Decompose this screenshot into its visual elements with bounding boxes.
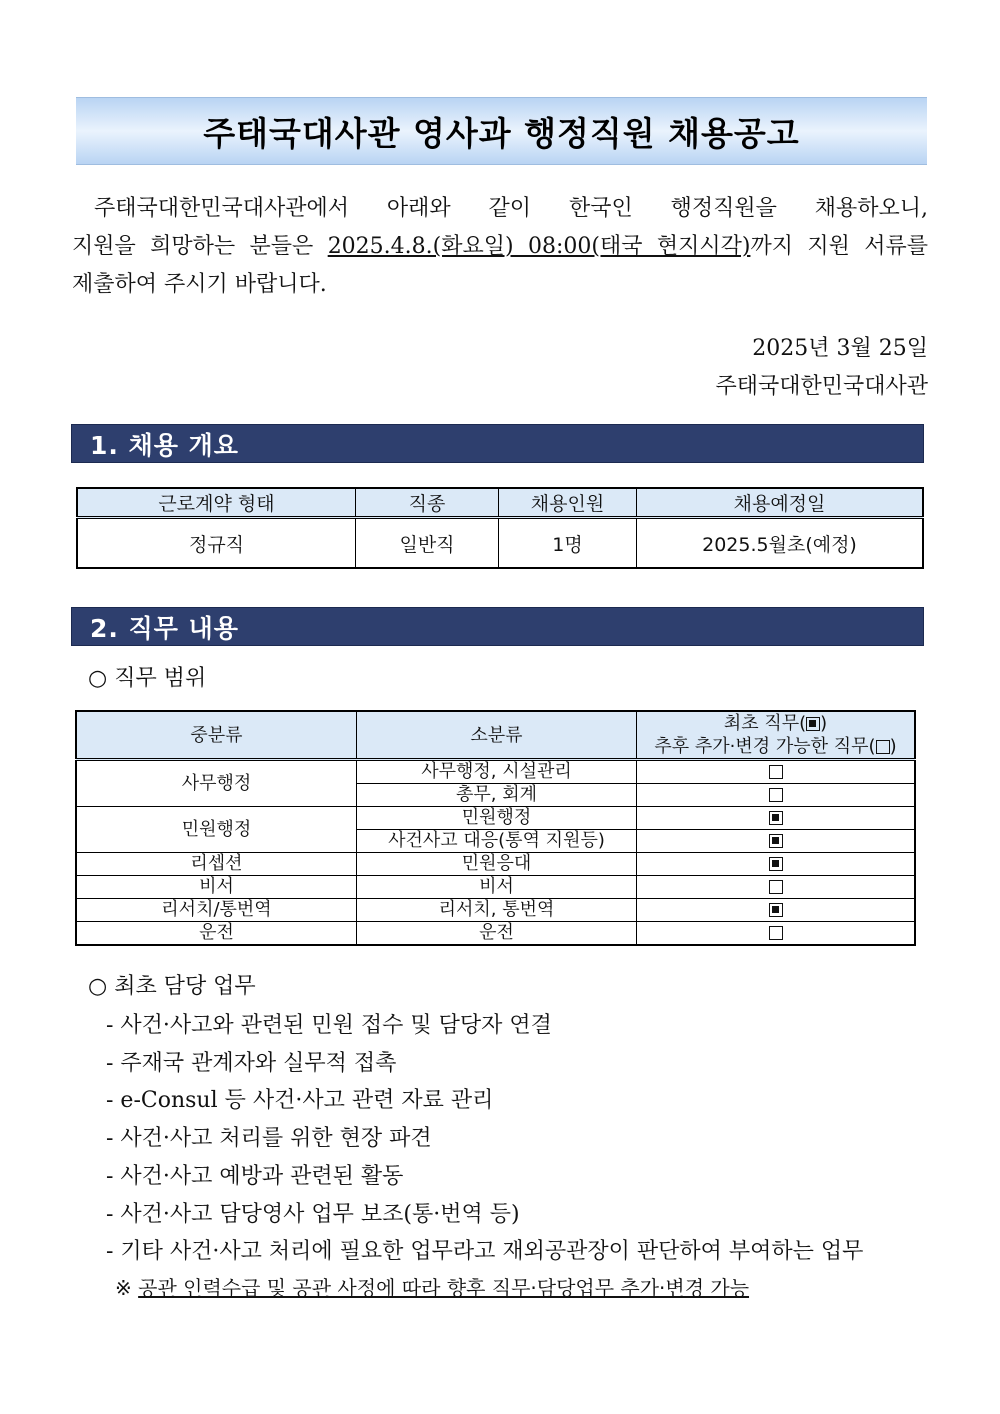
list-item: - 기타 사건·사고 처리에 필요한 업무라고 재외공관장이 판단하여 부여하는 업무: [106, 1239, 864, 1265]
cell-status: [637, 760, 916, 784]
list-item: - 사건·사고 예방과 관련된 활동: [106, 1163, 404, 1189]
intro-line-2-post: 까지 지원 서류를: [750, 234, 928, 259]
issuer-name: 주태국대한민국대사관: [715, 374, 928, 399]
cell-status: [637, 922, 916, 946]
table-row: [76, 876, 915, 899]
page-title: 주태국대사관 영사과 행정직원 채용공고: [203, 113, 800, 153]
cell-minor-category: 비서: [357, 876, 637, 899]
overview-table: [76, 487, 924, 569]
filled-checkbox-icon: [806, 717, 820, 731]
cell-status: [637, 807, 916, 830]
cell-status: [637, 876, 916, 899]
job-scope-table-header: [76, 711, 915, 760]
cell-major-category: 사무행정: [76, 760, 357, 807]
intro-paragraph: [72, 190, 928, 304]
cell-minor-category: 사건사고 대응(통역 지원등): [357, 830, 637, 853]
list-item: - 사건·사고 담당영사 업무 보조(통·번역 등): [106, 1201, 520, 1227]
status-legend-later: 추후 추가·변경 가능한 직무( ): [654, 736, 897, 757]
cell-status: [637, 784, 916, 807]
filled-checkbox-icon: [769, 857, 783, 871]
filled-checkbox-icon: [769, 834, 783, 848]
col-contract-type: 근로계약 형태: [77, 488, 356, 518]
col-expected-date: 채용예정일: [637, 488, 924, 518]
section-1-header: [71, 424, 924, 463]
intro-line-2-pre: 지원을 희망하는 분들은: [72, 234, 328, 259]
col-job-type: 직종: [356, 488, 499, 518]
notice-date-block: [715, 330, 928, 406]
filled-checkbox-icon: [769, 903, 783, 917]
job-scope-table: [75, 710, 916, 946]
cell-status: [637, 853, 916, 876]
application-deadline: 2025.4.8.(화요일) 08:00(태국 현지시각): [327, 234, 751, 259]
cell-expected-date: 2025.5월초(예정): [637, 518, 924, 569]
table-row: [76, 922, 915, 946]
cell-minor-category: 민원응대: [357, 853, 637, 876]
list-item: - 사건·사고와 관련된 민원 접수 및 담당자 연결: [106, 1013, 552, 1038]
list-item: - 사건·사고 처리를 위한 현장 파견: [106, 1126, 432, 1152]
cell-major-category: 리서치/통번역: [76, 899, 357, 922]
section-2-title: 2. 직무 내용: [90, 613, 239, 643]
table-row: [76, 807, 915, 830]
col-headcount: 채용인원: [499, 488, 637, 518]
list-item: - 주재국 관계자와 실무적 접촉: [106, 1050, 397, 1076]
cell-status: [637, 899, 916, 922]
note-text: 공관 인력수급 및 공관 사정에 따라 향후 직무·담당업무 추가·변경 가능: [138, 1276, 750, 1300]
cell-minor-category: 민원행정: [357, 807, 637, 830]
section-2-header: [71, 607, 924, 646]
cell-major-category: 운전: [76, 922, 357, 946]
status-legend-initial: 최초 직무( ): [723, 713, 828, 734]
empty-checkbox-icon: [769, 926, 783, 940]
intro-line-2: [72, 228, 928, 266]
cell-job-type: 일반직: [356, 518, 499, 569]
job-scope-table-body: [76, 760, 915, 946]
table-row: [76, 899, 915, 922]
cell-minor-category: 총무, 회계: [357, 784, 637, 807]
notice-date: 2025년 3월 25일: [752, 336, 928, 361]
list-item: - e-Consul 등 사건·사고 관련 자료 관리: [106, 1088, 494, 1114]
cell-status: [637, 830, 916, 853]
duties-list: [106, 1007, 863, 1271]
duties-subheading: ○ 최초 담당 업무: [88, 974, 256, 999]
filled-checkbox-icon: [769, 811, 783, 825]
title-banner: [76, 97, 927, 165]
note-mark: ※: [115, 1276, 132, 1300]
cell-minor-category: 사무행정, 시설관리: [357, 760, 637, 784]
section-1-title: 1. 채용 개요: [90, 430, 239, 460]
scope-subheading: ○ 직무 범위: [88, 666, 207, 691]
empty-checkbox-icon: [769, 880, 783, 894]
empty-checkbox-icon: [876, 740, 890, 754]
cell-minor-category: 운전: [357, 922, 637, 946]
empty-checkbox-icon: [769, 788, 783, 802]
cell-minor-category: 리서치, 통번역: [357, 899, 637, 922]
cell-contract-type: 정규직: [77, 518, 356, 569]
col-minor-category: 소분류: [357, 711, 637, 760]
intro-line-1: 주태국대한민국대사관에서 아래와 같이 한국인 행정직원을 채용하오니,: [94, 196, 928, 221]
cell-major-category: 민원행정: [76, 807, 357, 853]
cell-major-category: 리셉션: [76, 853, 357, 876]
cell-headcount: 1명: [499, 518, 637, 569]
cell-major-category: 비서: [76, 876, 357, 899]
intro-line-3: 제출하여 주시기 바랍니다.: [72, 272, 327, 297]
overview-table-header: [77, 488, 923, 518]
col-major-category: 중분류: [76, 711, 357, 760]
empty-checkbox-icon: [769, 765, 783, 779]
col-status: [637, 711, 916, 760]
overview-table-row: [77, 518, 923, 569]
table-row: [76, 760, 915, 784]
table-row: [76, 853, 915, 876]
note: [115, 1272, 749, 1301]
